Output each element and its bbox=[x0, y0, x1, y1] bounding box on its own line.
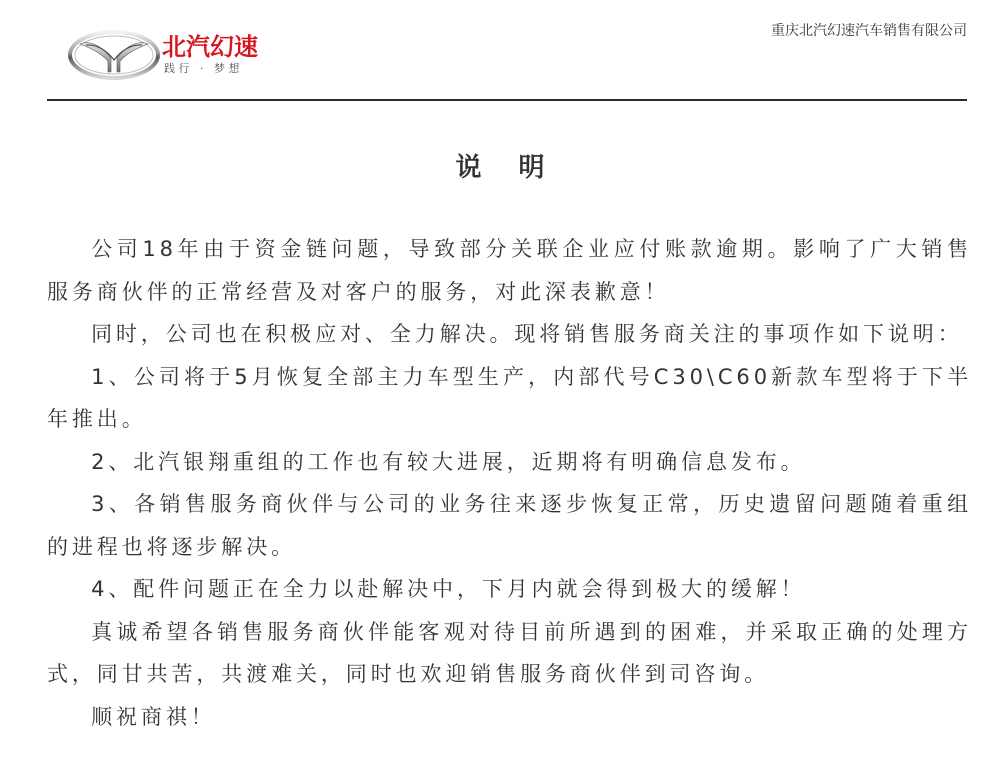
brand-name: 北汽幻速 bbox=[162, 33, 258, 61]
header-divider bbox=[47, 99, 967, 101]
chrome-oval-emblem-icon bbox=[68, 30, 160, 80]
brand-slogan: 践行 · 梦想 bbox=[164, 62, 243, 75]
letterhead bbox=[0, 0, 1000, 102]
paragraph-salutation: 顺祝商祺！ bbox=[91, 704, 216, 729]
document-body bbox=[47, 228, 972, 738]
paragraph-closing: 真诚希望各销售服务商伙伴能客观对待目前所遇到的困难，并采取正确的处理方式，同甘共苦，共渡难关，同时也欢迎销售服务商伙伴到司咨询。 bbox=[47, 619, 972, 686]
paragraph-item-3: 3、各销售服务商伙伴与公司的业务往来逐步恢复正常，历史遗留问题随着重组的进程也将逐步解决。 bbox=[47, 492, 972, 559]
paragraph-intro: 同时，公司也在积极应对、全力解决。现将销售服务商关注的事项作如下说明： bbox=[91, 322, 963, 346]
company-name: 重庆北汽幻速汽车销售有限公司 bbox=[771, 23, 967, 39]
document-title: 说 明 bbox=[455, 153, 559, 183]
paragraph-item-2: 2、北汽银翔重组的工作也有较大进展，近期将有明确信息发布。 bbox=[91, 449, 806, 474]
paragraph-item-1: 1、公司将于5月恢复全部主力车型生产，内部代号C30\C60新款车型将于下半年推出。 bbox=[47, 364, 972, 431]
paragraph-item-4: 4、配件问题正在全力以赴解决中，下月内就会得到极大的缓解！ bbox=[91, 577, 806, 601]
paragraph-apology: 公司18年由于资金链问题，导致部分关联企业应付账款逾期。影响了广大销售服务商伙伴的正常经营及对客户的服务，对此深表歉意！ bbox=[47, 237, 972, 304]
